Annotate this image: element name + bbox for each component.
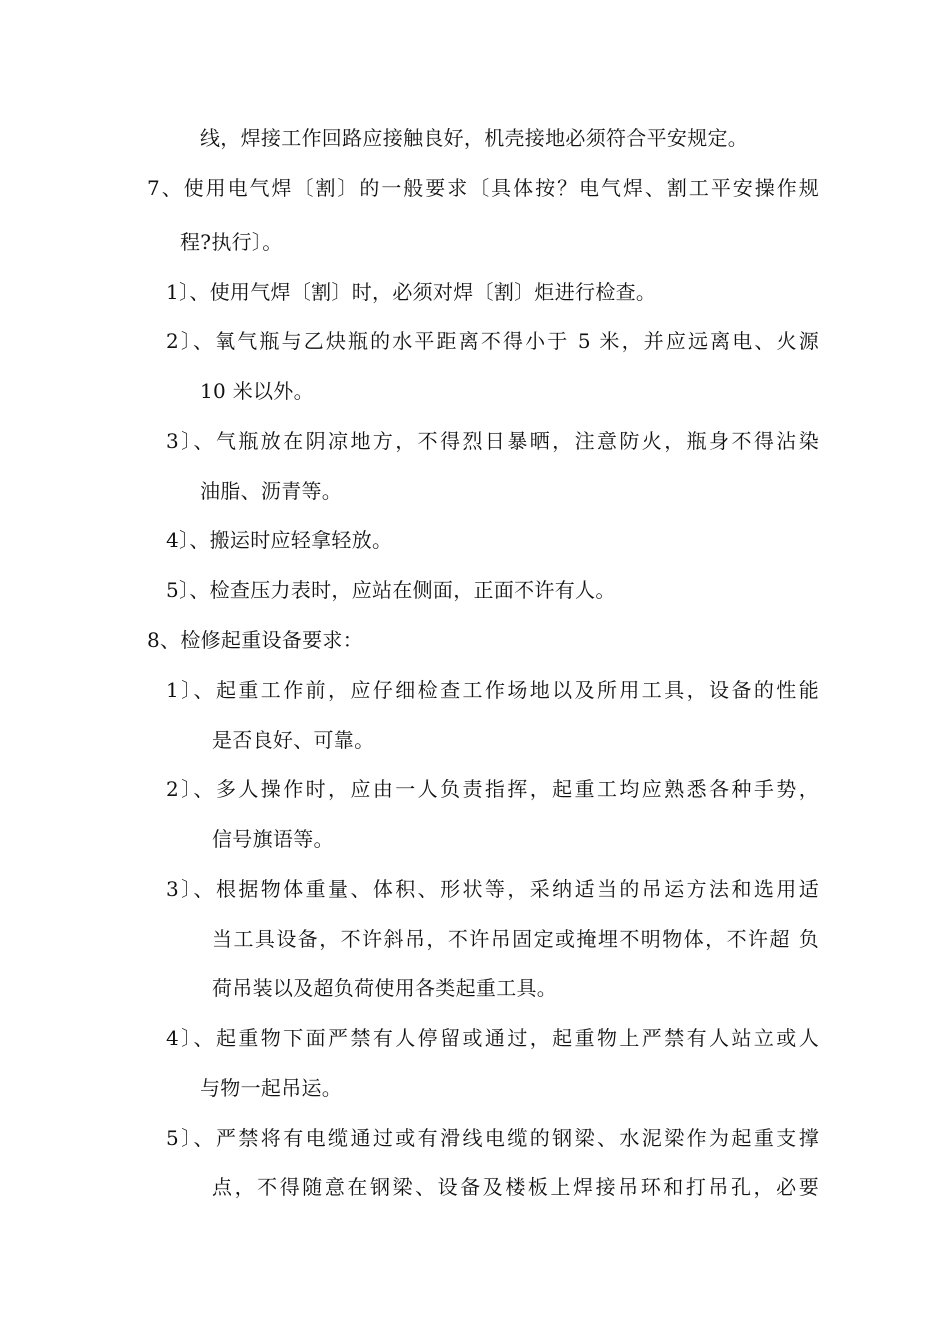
text-line: 与物一起吊运。 (200, 1076, 343, 1100)
text-line: 当工具设备，不许斜吊，不许吊固定或掩埋不明物体，不许超 负 (212, 927, 819, 951)
text-line: 油脂、沥青等。 (200, 479, 343, 503)
list-item: 4〕、起重物下面严禁有人停留或通过，起重物上严禁有人站立或人 (166, 1026, 819, 1050)
text-line: 荷吊装以及超负荷使用各类起重工具。 (212, 976, 558, 1000)
text-line: 10 米以外。 (200, 379, 314, 403)
text-line: 点，不得随意在钢梁、设备及楼板上焊接吊环和打吊孔，必要 (212, 1175, 819, 1199)
text-line: 是否良好、可靠。 (212, 728, 375, 752)
list-item: 3〕、根据物体重量、体积、形状等，采纳适当的吊运方法和选用适 (166, 877, 819, 901)
list-item: 3〕、气瓶放在阴凉地方，不得烈日暴晒，注意防火，瓶身不得沾染 (166, 429, 819, 453)
section-8-heading: 8、检修起重设备要求： (147, 628, 364, 652)
section-7-heading: 7、使用电气焊〔割〕的一般要求〔具体按？电气焊、割工平安操作规 (147, 176, 819, 200)
text-line: 信号旗语等。 (212, 827, 334, 851)
list-item: 4〕、搬运时应轻拿轻放。 (166, 528, 393, 552)
list-item: 5〕、严禁将有电缆通过或有滑线电缆的钢梁、水泥梁作为起重支撑 (166, 1126, 819, 1150)
list-item: 5〕、检查压力表时，应站在侧面，正面不许有人。 (166, 578, 616, 602)
list-item: 1〕、起重工作前，应仔细检查工作场地以及所用工具，设备的性能 (166, 678, 819, 702)
list-item: 2〕、氧气瓶与乙炔瓶的水平距离不得小于 5 米，并应远离电、火源 (166, 329, 819, 353)
text-line: 线，焊接工作回路应接触良好，机壳接地必须符合平安规定。 (200, 126, 749, 150)
text-line: 程?执行〕。 (180, 230, 283, 254)
list-item: 1〕、使用气焊〔割〕时，必须对焊〔割〕炬进行检查。 (166, 280, 657, 304)
list-item: 2〕、多人操作时，应由一人负责指挥，起重工均应熟悉各种手势， (166, 777, 819, 801)
